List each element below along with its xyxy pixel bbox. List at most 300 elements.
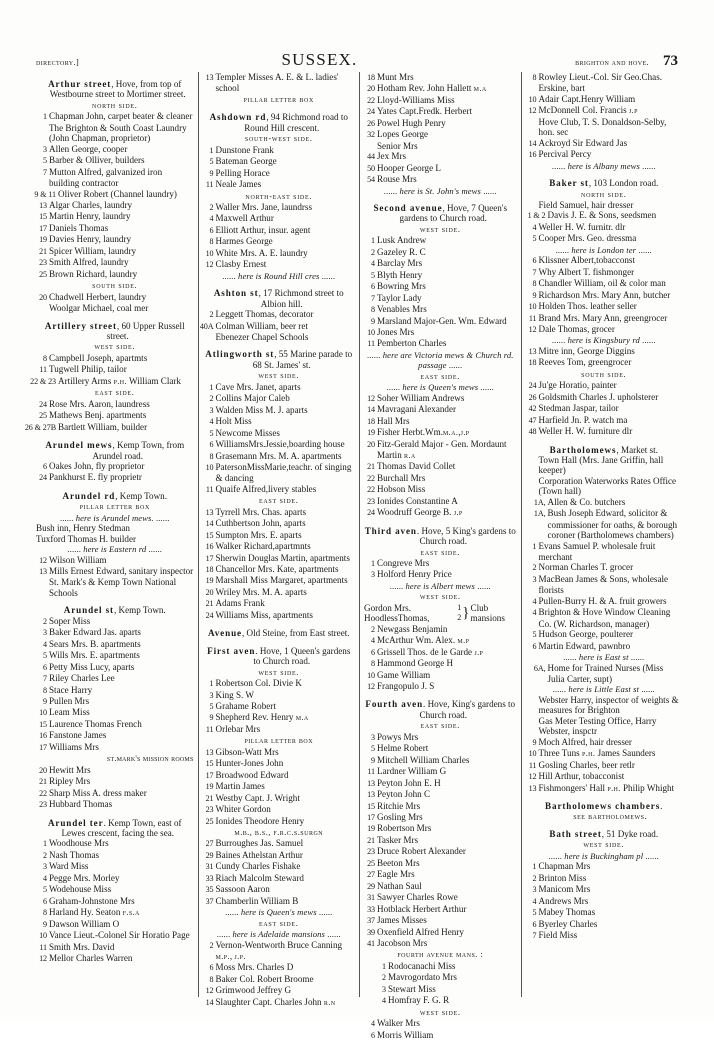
entry-number: 3: [382, 984, 386, 994]
directory-entry: 16 Fanstone James: [36, 730, 194, 741]
directory-entry: 11 Pemberton Charles: [364, 338, 517, 349]
side-label: south side.: [92, 281, 138, 291]
directory-entry: 22 Burchall Mrs: [364, 473, 517, 484]
entry-number: 11: [205, 724, 214, 734]
directory-entry: 20 Hotham Rev. John Hallett m.a: [364, 83, 517, 94]
directory-entry: 4 McArthur Wm. Alex. m.p: [364, 635, 517, 646]
street-heading: Second avenue, Hove, 7 Queen's gardens to Church road.: [373, 202, 508, 224]
entry-number: 8: [209, 974, 214, 984]
side-label: west side.: [419, 1007, 461, 1017]
entry-number: 1: [371, 559, 375, 569]
directory-entry: 10 Game William: [364, 670, 517, 681]
directory-entry: 54 Rouse Mrs: [364, 174, 517, 185]
side-label: west side.: [94, 342, 136, 352]
directory-entry: 2 Norman Charles T. grocer: [526, 562, 683, 573]
unnumbered-entry: Field Samuel, hair dresser: [538, 199, 634, 210]
entry-number: 2: [371, 247, 375, 257]
unnumbered-entry: Town Hall (Mrs. Jane Griffin, hall keeper): [538, 454, 664, 476]
entry-number: 19: [367, 428, 375, 438]
entry-number: 1: [43, 112, 47, 122]
directory-entry: 13 Templer Misses A. E. & L. ladies' school: [203, 72, 356, 94]
entry-number: 18: [528, 358, 537, 368]
directory-entry: 16 Percival Percy: [526, 149, 683, 160]
directory-entry: 33 Riach Malcolm Steward: [203, 873, 356, 884]
directory-entry: 33 Hotblack Herbert Arthur: [364, 904, 517, 915]
entry-number: 22: [367, 95, 375, 105]
directory-entry: 37 Chamberlin William B: [203, 896, 356, 907]
entry-number: 12: [528, 324, 537, 334]
directory-entry: 12 Soher William Andrews: [364, 393, 517, 404]
directory-entry: 4 Pullen-Burry H. & A. fruit growers: [526, 596, 683, 607]
directory-entry: 13 Peyton John E. H: [364, 778, 517, 789]
entry-number: 24: [528, 381, 537, 391]
entry-number: 20: [367, 84, 375, 94]
directory-entry: 10 Three Tuns p.h. James Saunders: [526, 748, 683, 759]
entry-number: 12: [205, 260, 214, 270]
entry-number: 10: [205, 248, 214, 258]
entry-number: 14: [528, 138, 537, 148]
directory-entry: 29 Nathan Saul: [364, 881, 517, 892]
entry-number: 32: [367, 130, 375, 140]
directory-entry: 12 McDonnell Col. Francis j.p: [526, 105, 683, 116]
unnumbered-entry: Woolgar Michael, coal mer: [49, 303, 149, 314]
directory-entry: 5 Mabey Thomas: [526, 907, 683, 918]
entry-number: 8: [43, 908, 47, 918]
mission-rooms-label: st.mark's mission rooms: [106, 754, 194, 764]
entry-number: 8: [43, 685, 47, 695]
directory-entry: 12 Frangopulo J. S: [364, 681, 517, 692]
entry-number: 8: [532, 73, 537, 82]
entry-number: 7: [43, 167, 47, 177]
street-heading: Bath street, 51 Dyke road.: [549, 828, 659, 839]
entry-number: 37: [205, 896, 214, 906]
entry-number: 1A,: [533, 497, 546, 507]
directory-entry: 2 Mavrogordato Mrs: [364, 972, 517, 983]
directory-entry: 22 & 23 Artillery Arms p.h. William Clark: [30, 375, 181, 386]
entry-number: 2: [209, 940, 214, 950]
entry-number: 16: [205, 542, 214, 552]
cross-street-note: ...... here are Victoria mews & Church rd. passage ......: [367, 349, 514, 371]
entry-number: 7: [43, 674, 47, 684]
directory-entry: 26 Powel Hugh Penry: [364, 118, 517, 129]
side-label: north side.: [581, 189, 627, 199]
entry-number: 9: [43, 697, 47, 707]
entry-number: 25: [39, 269, 47, 279]
directory-entry: 9 Dawson William O: [36, 919, 194, 930]
entry-number: 5: [371, 270, 375, 280]
street-heading: Arthur street, Hove, from top of Westbourne street to Mortimer street.: [48, 79, 186, 100]
side-label: west side.: [419, 224, 461, 234]
directory-entry: 26 & 27B Bartlett William, builder: [24, 421, 148, 432]
directory-entry: 9 Moch Alfred, hair dresser: [526, 737, 683, 748]
entry-number: 8: [532, 279, 537, 289]
cross-street-note: ...... here is London ter ......: [555, 244, 652, 255]
entry-number: 19: [205, 782, 214, 792]
directory-entry: 11 Smith Mrs. David: [36, 942, 194, 953]
running-head-right: [428, 53, 678, 70]
entry-number: 3: [371, 732, 375, 742]
side-label: east side.: [420, 721, 460, 731]
directory-entry: 21 Thomas David Collet: [364, 461, 517, 472]
entry-number: 37: [367, 916, 375, 926]
directory-entry: 18 Munt Mrs: [364, 72, 517, 83]
street-heading: Artillery street, 60 Upper Russell street.: [44, 320, 185, 341]
directory-entry: 12 Grimwood Jeffrey G: [203, 985, 356, 996]
directory-entry: 11 Tugwell Philip, tailor: [36, 364, 194, 375]
entry-number: 6: [532, 641, 537, 651]
entry-number: 3: [43, 144, 47, 154]
entry-number: 24: [205, 610, 214, 620]
cross-reference: see bartholomews.: [573, 811, 648, 822]
directory-entry: 1 Robertson Col. Divie K: [203, 678, 356, 689]
side-label: east side.: [420, 371, 460, 381]
entry-number: 3: [532, 885, 537, 895]
entry-number: 4: [371, 259, 375, 269]
directory-entry: 13 Mitre inn, George Diggins: [526, 346, 683, 357]
cross-street-note: ...... here is Eastern rd ......: [67, 544, 162, 555]
directory-entry: 13 Peyton John C: [364, 789, 517, 800]
directory-entry: 15 Laurence Thomas French: [36, 719, 194, 730]
entry-number: 13: [205, 73, 214, 82]
page-folio: 73: [663, 53, 678, 69]
cross-street-note: ...... here is Adelaide mansions ......: [216, 929, 341, 940]
directory-entry: 21 Tasker Mrs: [364, 835, 517, 846]
directory-entry: 9 Shepherd Rev. Henry m.a: [203, 712, 356, 723]
unnumbered-entry: St. Mark's & Kemp Town National Schools: [49, 577, 177, 598]
cross-street-note: ...... here is Round Hill cres ......: [222, 270, 336, 281]
directory-entry: 5 Barber & Olliver, builders: [36, 155, 194, 166]
directory-entry: 9 Mitchell William Charles: [364, 755, 517, 766]
directory-entry: 24 Woodruff George B. j.p: [364, 507, 517, 518]
directory-entry: 48 Weller H. W. furniture dlr: [526, 426, 683, 437]
entry-number: 24: [367, 508, 375, 518]
directory-entry: 23 Hubbard Thomas: [36, 799, 194, 810]
directory-entry: 13 Fishmongers' Hall p.h. Philip Whight: [526, 783, 683, 794]
directory-entry: 4 Homfray F. G. R: [364, 995, 517, 1006]
entry-number: 27: [367, 870, 375, 880]
directory-entry: 3 Walden Miss M. J. aparts: [203, 405, 356, 416]
directory-entry: 12 Dale Thomas, grocer: [526, 324, 683, 335]
entry-number: 26 & 27B: [24, 422, 56, 432]
cross-street-note: ...... here is Buckingham pl ......: [548, 850, 659, 861]
entry-number: 4: [371, 1019, 375, 1029]
entry-number: 21: [205, 599, 214, 609]
entry-number: 12: [528, 772, 537, 782]
directory-entry: 11 Gosling Charles, beer retlr: [526, 760, 683, 771]
entry-number: 16: [39, 731, 47, 741]
entry-number: 2: [371, 624, 375, 634]
directory-entry: 22 Lloyd-Williams Miss: [364, 95, 517, 106]
directory-entry: 4 Weller H. W. furnitr. dlr: [526, 222, 683, 233]
running-head: [36, 50, 678, 70]
directory-entry: 8 Chandler William, oil & color man: [526, 278, 683, 289]
directory-entry: 6 Klissner Albert,tobacconst: [526, 255, 683, 266]
street-heading: Arundel ter. Kemp Town, east of Lewes crescent, facing the sea.: [47, 817, 182, 838]
street-heading: Ashton st, 17 Richmond street to Albion hill.: [213, 288, 344, 309]
entry-number: 9: [209, 168, 214, 178]
entry-number: 10: [528, 302, 537, 312]
cross-street-note: ...... here is Little East st ......: [552, 684, 655, 695]
plain-entry: Bush inn, Henry Stedman: [36, 523, 130, 534]
entry-number: 11: [205, 484, 214, 494]
entry-number: 11: [367, 767, 375, 777]
directory-entry: 3 MacBean James & Sons, wholesale florists: [526, 574, 683, 596]
entry-number: 3: [43, 862, 47, 872]
entry-number: 7: [532, 930, 537, 940]
cross-street-note: ...... here is Albert mews ......: [389, 580, 491, 591]
entry-number: 5: [209, 428, 214, 438]
cross-street-note: ...... here is Kingsbury rd ......: [551, 335, 656, 346]
entry-number: 4: [209, 417, 214, 427]
entry-number: 23: [367, 496, 375, 506]
directory-entry: 6 Oakes John, fly proprietor: [36, 461, 194, 472]
entry-number: 21: [367, 835, 375, 845]
entry-number: 25: [367, 858, 375, 868]
entry-number: 8: [371, 659, 375, 669]
street-heading: Bartholomews, Market st.: [549, 444, 658, 455]
directory-entry: 23 Ionides Constantine A: [364, 496, 517, 507]
directory-entry: 10 Adair Capt.Henry William: [526, 94, 683, 105]
directory-entry: 17 Williams Mrs: [36, 742, 194, 753]
sub-label: pillar letter box: [244, 736, 314, 746]
entry-number: 2: [209, 394, 214, 404]
directory-entry: 4 Andrews Mrs: [526, 896, 683, 907]
directory-entry: 6 Moss Mrs. Charles D: [203, 962, 356, 973]
entry-number: 6A,: [533, 663, 546, 673]
entry-number: 24: [367, 107, 375, 117]
entry-number: 4: [43, 639, 47, 649]
entry-number: 14: [205, 997, 214, 1007]
directory-entry: 2 Newgass Benjamin: [364, 624, 517, 635]
directory-entry: 10 White Mrs. A. E. laundry: [203, 248, 356, 259]
entry-number: 47: [528, 415, 537, 425]
side-label: west side.: [419, 592, 461, 602]
entry-number: 10: [367, 670, 375, 680]
directory-entry: 14 Mavragani Alexander: [364, 404, 517, 415]
directory-entry: 5 Wills Mrs. E. apartments: [36, 650, 194, 661]
side-label: south side.: [581, 369, 627, 379]
entry-number: 6: [209, 225, 214, 235]
entry-number: 29: [367, 881, 375, 891]
entry-number: 3: [371, 570, 375, 580]
entry-number: 17: [39, 223, 47, 233]
entry-number: 6: [532, 919, 537, 929]
entry-number: 13: [39, 200, 47, 210]
directory-entry: 7 Field Miss: [526, 930, 683, 941]
directory-entry: 13 Tyrrell Mrs. Chas. aparts: [203, 507, 356, 518]
directory-entry: 5 Newcome Misses: [203, 428, 356, 439]
directory-entry: 6 Graham-Johnstone Mrs: [36, 896, 194, 907]
entry-number: 13: [205, 507, 214, 517]
directory-entry: 6 Bowring Mrs: [364, 281, 517, 292]
directory-entry: 37 James Misses: [364, 915, 517, 926]
directory-entry: 8 Harland Hy. Seaton f.s.a: [36, 907, 194, 918]
entry-number: 21: [39, 246, 47, 256]
directory-entry: 6 Morris William: [364, 1030, 517, 1041]
street-heading: Arundel st, Kemp Town.: [63, 605, 166, 616]
directory-entry: 15 Ritchie Mrs: [364, 801, 517, 812]
directory-entry: 35 Sassoon Aaron: [203, 884, 356, 895]
directory-entry: 24 Williams Miss, apartments: [203, 610, 356, 621]
plain-entry: Tuxford Thomas H. builder: [36, 533, 137, 544]
directory-entry: 21 Westby Capt. J. Wright: [203, 793, 356, 804]
entry-number: 13: [367, 790, 375, 800]
directory-entry: 24 Ju'ge Horatio, painter: [526, 380, 683, 391]
street-heading: Arundel rd, Kemp Town.: [62, 490, 167, 501]
directory-entry: 4 Brighton & Hove Window Cleaning Co. (W. Richardson, manager): [526, 607, 683, 629]
entry-number: 1: [382, 961, 386, 971]
entry-number: 15: [205, 759, 214, 769]
directory-entry: 50 Hooper George L: [364, 163, 517, 174]
directory-entry: 32 Lopes George: [364, 129, 517, 140]
entry-number: 31: [367, 893, 375, 903]
directory-entry: 8 Grasemann Mrs. M. A. apartments: [203, 451, 356, 462]
directory-entry: 1 Evans Samuel P. wholesale fruit merchant: [526, 541, 683, 563]
entry-number: 4: [382, 996, 386, 1006]
directory-entry: 1 & 2 Davis J. E. & Sons, seedsmen: [526, 210, 683, 221]
entry-number: 8: [43, 353, 47, 363]
directory-entry: 10 Jones Mrs: [364, 327, 517, 338]
entry-number: 39: [367, 927, 375, 937]
directory-entry: 1 Congreve Mrs: [364, 558, 517, 569]
directory-entry: 7 Mutton Alfred, galvanized iron building contractor: [36, 167, 194, 189]
entry-number: 6: [371, 1030, 375, 1040]
entry-number: 23: [367, 847, 375, 857]
directory-entry: 16 Walker Richard,apartmnts: [203, 541, 356, 552]
entry-number: 19: [39, 235, 47, 245]
entry-number: 6: [43, 461, 47, 471]
side-label: east side.: [259, 918, 299, 928]
entry-number: 12: [39, 555, 47, 565]
entry-number: 22: [39, 788, 47, 798]
entry-number: 10: [39, 708, 47, 718]
running-head-left-text: directory.]: [36, 58, 80, 67]
column-2: [198, 72, 360, 1007]
entry-number: 23: [39, 258, 47, 268]
entry-number: 20: [205, 587, 214, 597]
street-heading: Atlingworth st, 55 Marine parade to 68 St. James' st.: [205, 349, 353, 370]
entry-number: 42: [528, 404, 537, 414]
unnumbered-entry: The Brighton & South Coast Laundry (John Chapman, proprietor): [49, 122, 187, 144]
entry-number: 12: [367, 682, 375, 692]
unnumbered-entry: Corporation Waterworks Rates Office (Town hall): [538, 475, 677, 497]
entry-number: 4: [43, 873, 47, 883]
entry-number: 12: [39, 953, 47, 963]
directory-entry: 12 Clasby Ernest: [203, 259, 356, 270]
street-heading: Bartholomews chambers.: [545, 801, 663, 811]
column-4: [521, 72, 683, 997]
entry-number: 12: [528, 106, 537, 116]
directory-entry: 25 Brown Richard, laundry: [36, 269, 194, 280]
directory-entry: 9 & 11 Oliver Robert (Channel laundry): [34, 188, 177, 199]
directory-entry: 14 Cuthbertson John, aparts: [203, 518, 356, 529]
directory-entry: 5 Grahame Robert: [203, 701, 356, 712]
entry-number: 14: [205, 519, 214, 529]
entry-number: 20: [39, 292, 47, 302]
side-label: west side.: [583, 840, 625, 850]
entry-number: 11: [528, 760, 537, 770]
entry-number: 27: [205, 839, 214, 849]
entry-number: 35: [205, 885, 214, 895]
entry-number: 33: [367, 904, 375, 914]
entry-number: 1 & 2: [527, 211, 546, 221]
directory-entry: 8 Harmes George: [203, 236, 356, 247]
directory-entry: 8 Rowley Lieut.-Col. Sir Geo.Chas. Erskine, bart: [526, 72, 683, 94]
entry-number: 1: [209, 679, 214, 689]
directory-entry: 4 Sears Mrs. B. apartments: [36, 639, 194, 650]
running-head-center: SUSSEX.: [281, 50, 358, 69]
entry-number: 1: [371, 236, 375, 246]
side-label: north-east side.: [245, 191, 313, 201]
directory-entry: 11 Lardner William G: [364, 766, 517, 777]
directory-entry: 21 Adams Frank: [203, 598, 356, 609]
directory-entry: 1 Chapman Mrs: [526, 861, 683, 872]
street-heading: Baker st, 103 London road.: [549, 178, 659, 189]
entry-number: 1: [209, 382, 214, 392]
entry-number: 18: [367, 73, 375, 82]
entry-number: 50: [367, 163, 375, 173]
unnumbered-entry: Senior Mrs: [377, 140, 418, 151]
directory-entry: 11 Brand Mrs. Mary Ann, greengrocer: [526, 313, 683, 324]
directory-entry: 2 Collins Major Caleb: [203, 393, 356, 404]
directory-entry: 42 Stedman Jaspar, tailor: [526, 403, 683, 414]
entry-number: 11: [367, 339, 375, 349]
pillar-letter-box-label: pillar letter box: [79, 502, 150, 512]
side-label: south-west side.: [244, 134, 313, 144]
cross-street-note: ...... here is St. John's mews ......: [383, 185, 497, 196]
cross-street-note: ...... here is Albany mews ......: [551, 160, 656, 171]
directory-entry: 27 Burroughes Jas. Samuel: [203, 838, 356, 849]
directory-entry: 19 Marshall Miss Margaret, apartments: [203, 575, 356, 586]
directory-entry: 24 Rose Mrs. Aaron, laundress: [36, 399, 194, 410]
directory-entry: 11 Orlebar Mrs: [203, 724, 356, 735]
directory-entry: 1 Rodocanachi Miss: [364, 961, 517, 972]
directory-entry: 2 Vernon-Wentworth Bruce Canning m.p., j.p.: [203, 940, 356, 963]
directory-entry: 9 Pullen Mrs: [36, 696, 194, 707]
entry-number: 8: [209, 237, 214, 247]
entry-number: 19: [205, 576, 214, 586]
entry-number: 15: [39, 212, 47, 222]
entry-number: 12: [367, 393, 375, 403]
column-container: [24, 72, 682, 1040]
pillar-letter-box-label: pillar letter box: [243, 94, 314, 104]
directory-entry: 2 Waller Mrs. Jane, laundrss: [203, 202, 356, 213]
directory-entry: 12 Hill Arthur, tobacconist: [526, 771, 683, 782]
directory-entry: 5 Wodehouse Miss: [36, 884, 194, 895]
entry-number: 9: [209, 713, 214, 723]
directory-entry: 5 Cooper Mrs. Geo. dressma: [526, 233, 683, 244]
directory-entry: 11 Neale James: [203, 179, 356, 190]
entry-number: 13: [39, 567, 47, 577]
column-3: [359, 72, 521, 1040]
entry-number: 31: [205, 862, 214, 872]
directory-entry: 47 Harfield Jn. P. watch ma: [526, 415, 683, 426]
directory-entry: 23 Druce Robert Alexander: [364, 846, 517, 857]
directory-entry: 14 Ackroyd Sir Edward Jas: [526, 138, 683, 149]
entry-number: 20: [39, 765, 47, 775]
entry-number: 4: [532, 596, 537, 606]
entry-number: 19: [367, 824, 375, 834]
directory-entry: 5 Hudson George, poulterer: [526, 629, 683, 640]
directory-entry: 10 PatersonMissMarie,teachr. of singing & dancing: [203, 462, 356, 484]
entry-number: 18: [205, 565, 214, 575]
entry-number: 5: [209, 157, 214, 167]
entry-number: 26: [367, 118, 375, 128]
directory-entry: 27 Eagle Mrs: [364, 869, 517, 880]
column-1: [24, 72, 198, 997]
entry-number: 40A: [199, 321, 214, 331]
entry-number: 16: [528, 150, 537, 160]
